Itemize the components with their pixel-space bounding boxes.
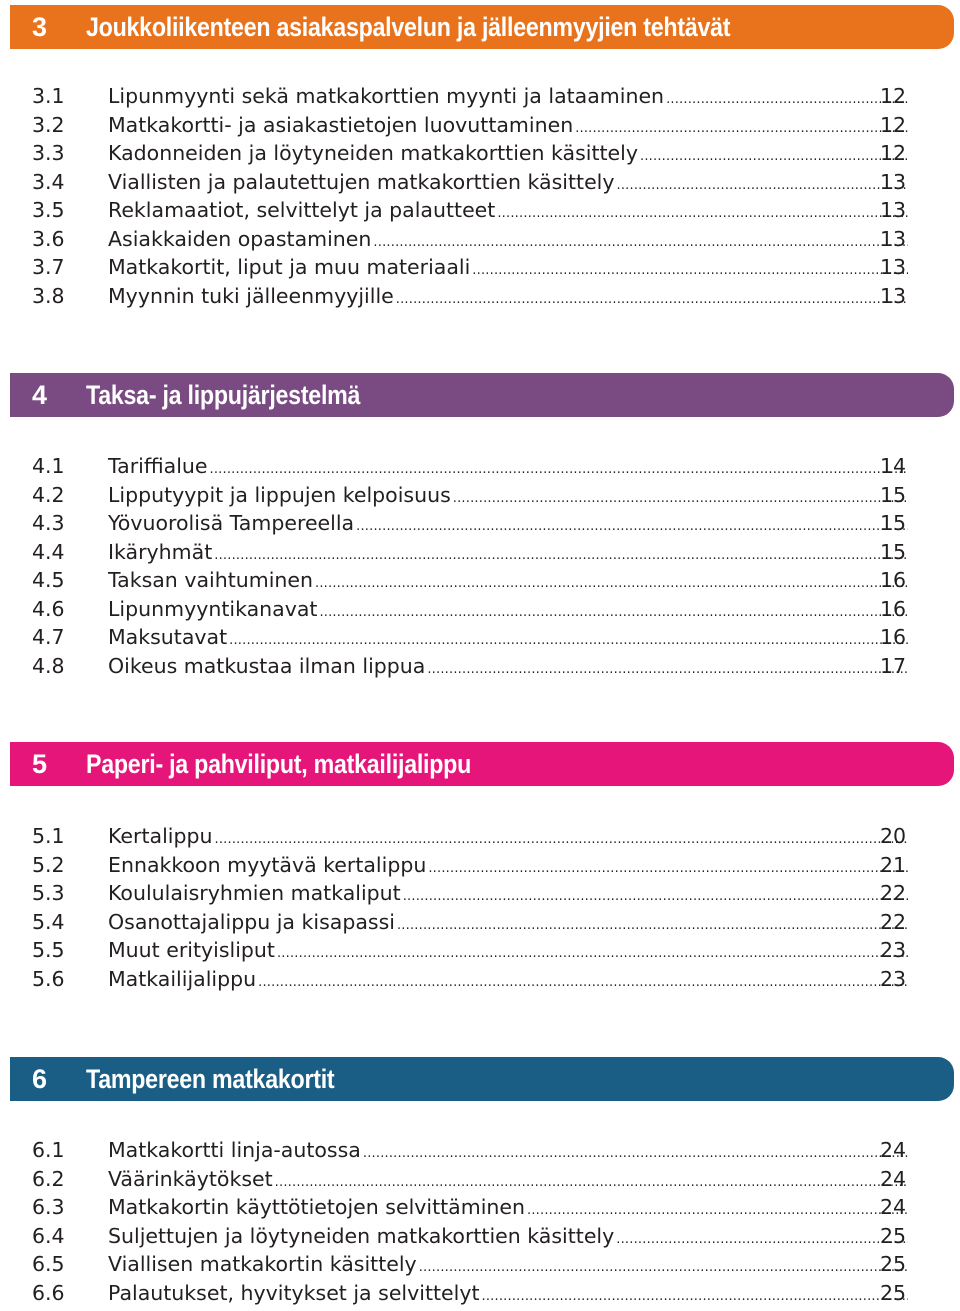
entry-number: 5.2 bbox=[32, 852, 65, 877]
toc-entry[interactable] bbox=[0, 1165, 960, 1194]
entry-title: Tariffialue bbox=[108, 454, 208, 478]
entry-title-with-leader bbox=[108, 452, 908, 484]
entry-title-with-leader bbox=[108, 851, 908, 883]
entry-title-with-leader bbox=[108, 168, 908, 200]
entry-title-with-leader bbox=[108, 822, 908, 854]
entry-page-number: 14 bbox=[880, 454, 907, 478]
section-number: 5 bbox=[32, 749, 47, 779]
entry-number: 4.5 bbox=[32, 568, 65, 592]
entry-title-with-leader bbox=[108, 225, 908, 257]
dot-leader bbox=[482, 1283, 908, 1311]
entry-title: Lipunmyyntikanavat bbox=[108, 596, 318, 621]
entry-title: Matkakortti- ja asiakastietojen luovuttaminen bbox=[108, 112, 574, 137]
toc-entry[interactable] bbox=[0, 879, 960, 908]
toc-entry[interactable] bbox=[0, 1136, 960, 1165]
entry-title-with-leader bbox=[108, 908, 908, 940]
entry-title: Muut erityisliput bbox=[108, 938, 275, 962]
entry-page-number: 13 bbox=[880, 198, 907, 222]
toc-entry[interactable] bbox=[0, 595, 960, 624]
entry-title: Matkakortit, liput ja muu materiaali bbox=[108, 255, 471, 279]
section-6-entries bbox=[0, 1136, 960, 1307]
entry-number: 6.6 bbox=[32, 1280, 65, 1305]
entry-title-with-leader bbox=[108, 82, 908, 114]
section-title: Paperi- ja pahviliput, matkailijalippu bbox=[86, 749, 472, 779]
entry-title-with-leader bbox=[108, 481, 908, 513]
section-4-entries bbox=[0, 452, 960, 680]
entry-title: Palautukset, hyvitykset ja selvittelyt bbox=[108, 1280, 480, 1305]
entry-title-with-leader bbox=[108, 253, 908, 285]
entry-title-with-leader bbox=[108, 1136, 908, 1168]
entry-page-number: 23 bbox=[880, 966, 907, 991]
toc-entry[interactable] bbox=[0, 481, 960, 510]
toc-entry[interactable] bbox=[0, 196, 960, 225]
entry-page-number: 24 bbox=[880, 1195, 907, 1219]
entry-title-with-leader bbox=[108, 111, 908, 143]
entry-page-number: 15 bbox=[880, 482, 907, 507]
entry-title: Kertalippu bbox=[108, 824, 213, 848]
toc-entry[interactable] bbox=[0, 1250, 960, 1279]
entry-number: 5.1 bbox=[32, 824, 65, 848]
toc-entry[interactable] bbox=[0, 452, 960, 481]
entry-page-number: 12 bbox=[880, 141, 907, 165]
dot-leader bbox=[396, 286, 908, 314]
entry-page-number: 23 bbox=[880, 938, 907, 962]
entry-number: 6.1 bbox=[32, 1138, 65, 1162]
section-number: 6 bbox=[32, 1064, 47, 1094]
entry-page-number: 13 bbox=[880, 255, 907, 279]
entry-title-with-leader bbox=[108, 282, 908, 314]
entry-number: 4.4 bbox=[32, 539, 65, 564]
entry-title: Matkakortti linja-autossa bbox=[108, 1138, 361, 1162]
entry-page-number: 15 bbox=[880, 539, 907, 564]
toc-entry[interactable] bbox=[0, 1222, 960, 1251]
entry-title: Osanottajalippu ja kisapassi bbox=[108, 909, 395, 934]
section-number: 3 bbox=[32, 12, 47, 42]
entry-number: 6.4 bbox=[32, 1223, 65, 1248]
entry-title-with-leader bbox=[108, 1279, 908, 1311]
entry-title-with-leader bbox=[108, 538, 908, 570]
entry-title-with-leader bbox=[108, 1193, 908, 1225]
entry-title-with-leader bbox=[108, 1165, 908, 1197]
entry-title-with-leader bbox=[108, 879, 908, 911]
entry-title: Lipputyypit ja lippujen kelpoisuus bbox=[108, 482, 451, 507]
entry-title: Lipunmyynti sekä matkakorttien myynti ja lataaminen bbox=[108, 84, 665, 108]
toc-entry[interactable] bbox=[0, 538, 960, 567]
entry-page-number: 12 bbox=[880, 84, 907, 108]
entry-number: 4.3 bbox=[32, 511, 65, 535]
section-heading-3 bbox=[10, 5, 954, 49]
entry-page-number: 25 bbox=[880, 1223, 907, 1248]
toc-entry[interactable] bbox=[0, 566, 960, 595]
entry-page-number: 24 bbox=[880, 1166, 907, 1191]
entry-page-number: 25 bbox=[880, 1252, 907, 1276]
entry-title: Ennakkoon myytävä kertalippu bbox=[108, 852, 427, 877]
entry-number: 6.2 bbox=[32, 1166, 65, 1191]
toc-entry[interactable] bbox=[0, 936, 960, 965]
entry-number: 5.3 bbox=[32, 881, 65, 905]
entry-number: 3.8 bbox=[32, 283, 65, 308]
toc-entry[interactable] bbox=[0, 822, 960, 851]
entry-title: Koululaisryhmien matkaliput bbox=[108, 881, 401, 905]
entry-page-number: 17 bbox=[880, 653, 907, 678]
entry-title: Kadonneiden ja löytyneiden matkakorttien käsittely bbox=[108, 141, 638, 165]
entry-title-with-leader bbox=[108, 196, 908, 228]
entry-title-with-leader bbox=[108, 595, 908, 627]
entry-title-with-leader bbox=[108, 1222, 908, 1254]
entry-title: Maksutavat bbox=[108, 625, 228, 649]
entry-number: 4.7 bbox=[32, 625, 65, 649]
entry-page-number: 13 bbox=[880, 169, 907, 194]
section-title: Tampereen matkakortit bbox=[86, 1064, 335, 1094]
entry-title: Ikäryhmät bbox=[108, 539, 213, 564]
section-heading-4 bbox=[10, 373, 954, 417]
entry-title: Taksan vaihtuminen bbox=[108, 568, 313, 592]
entry-title: Reklamaatiot, selvittelyt ja palautteet bbox=[108, 198, 496, 222]
entry-title: Asiakkaiden opastaminen bbox=[108, 226, 372, 251]
entry-number: 3.5 bbox=[32, 198, 65, 222]
toc-entry[interactable] bbox=[0, 111, 960, 140]
entry-title: Matkakortin käyttötietojen selvittäminen bbox=[108, 1195, 525, 1219]
entry-number: 4.2 bbox=[32, 482, 65, 507]
entry-number: 5.4 bbox=[32, 909, 65, 934]
entry-title: Viallisen matkakortin käsittely bbox=[108, 1252, 417, 1276]
entry-title-with-leader bbox=[108, 139, 908, 171]
entry-title: Oikeus matkustaa ilman lippua bbox=[108, 653, 426, 678]
entry-title: Myynnin tuki jälleenmyyjille bbox=[108, 283, 394, 308]
entry-page-number: 15 bbox=[880, 511, 907, 535]
entry-number: 6.3 bbox=[32, 1195, 65, 1219]
entry-title: Viallisten ja palautettujen matkakorttien käsittely bbox=[108, 169, 615, 194]
section-heading-6 bbox=[10, 1057, 954, 1101]
entry-page-number: 22 bbox=[880, 881, 907, 905]
toc-entry[interactable] bbox=[0, 282, 960, 311]
entry-number: 3.3 bbox=[32, 141, 65, 165]
entry-number: 4.6 bbox=[32, 596, 65, 621]
section-heading-5 bbox=[10, 742, 954, 786]
entry-page-number: 13 bbox=[880, 283, 907, 308]
toc-entry[interactable] bbox=[0, 225, 960, 254]
entry-page-number: 16 bbox=[880, 568, 907, 592]
entry-title: Yövuorolisä Tampereella bbox=[108, 511, 355, 535]
toc-entry[interactable] bbox=[0, 253, 960, 282]
toc-entry[interactable] bbox=[0, 509, 960, 538]
toc-entry[interactable] bbox=[0, 908, 960, 937]
section-title: Joukkoliikenteen asiakaspalvelun ja jälleenmyyjien tehtävät bbox=[86, 12, 731, 42]
section-3-entries bbox=[0, 82, 960, 310]
entry-number: 4.1 bbox=[32, 454, 65, 478]
dot-leader bbox=[258, 969, 908, 997]
entry-title-with-leader bbox=[108, 652, 908, 684]
entry-title: Väärinkäytökset bbox=[108, 1166, 273, 1191]
entry-title-with-leader bbox=[108, 509, 908, 541]
section-title: Taksa- ja lippujärjestelmä bbox=[86, 380, 361, 410]
entry-page-number: 16 bbox=[880, 596, 907, 621]
entry-page-number: 20 bbox=[880, 824, 907, 848]
entry-number: 3.6 bbox=[32, 226, 65, 251]
entry-number: 3.4 bbox=[32, 169, 65, 194]
toc-entry[interactable] bbox=[0, 851, 960, 880]
section-5-entries bbox=[0, 822, 960, 993]
toc-entry[interactable] bbox=[0, 82, 960, 111]
entry-number: 3.7 bbox=[32, 255, 65, 279]
entry-title-with-leader bbox=[108, 566, 908, 598]
dot-leader bbox=[427, 656, 908, 684]
entry-number: 6.5 bbox=[32, 1252, 65, 1276]
entry-title: Suljettujen ja löytyneiden matkakorttien käsittely bbox=[108, 1223, 615, 1248]
entry-number: 3.2 bbox=[32, 112, 65, 137]
entry-number: 3.1 bbox=[32, 84, 65, 108]
entry-page-number: 16 bbox=[880, 625, 907, 649]
entry-number: 5.5 bbox=[32, 938, 65, 962]
entry-title-with-leader bbox=[108, 936, 908, 968]
entry-title-with-leader bbox=[108, 965, 908, 997]
entry-number: 5.6 bbox=[32, 966, 65, 991]
entry-title-with-leader bbox=[108, 623, 908, 655]
entry-page-number: 21 bbox=[880, 852, 907, 877]
toc-entry[interactable] bbox=[0, 652, 960, 681]
toc-entry[interactable] bbox=[0, 1279, 960, 1308]
section-number: 4 bbox=[32, 380, 47, 410]
entry-number: 4.8 bbox=[32, 653, 65, 678]
entry-page-number: 12 bbox=[880, 112, 907, 137]
entry-page-number: 24 bbox=[880, 1138, 907, 1162]
entry-title: Matkailijalippu bbox=[108, 966, 257, 991]
toc-entry[interactable] bbox=[0, 1193, 960, 1222]
entry-page-number: 13 bbox=[880, 226, 907, 251]
toc-entry[interactable] bbox=[0, 965, 960, 994]
toc-entry[interactable] bbox=[0, 168, 960, 197]
entry-page-number: 22 bbox=[880, 909, 907, 934]
toc-entry[interactable] bbox=[0, 139, 960, 168]
entry-title-with-leader bbox=[108, 1250, 908, 1282]
toc-entry[interactable] bbox=[0, 623, 960, 652]
entry-page-number: 25 bbox=[880, 1280, 907, 1305]
